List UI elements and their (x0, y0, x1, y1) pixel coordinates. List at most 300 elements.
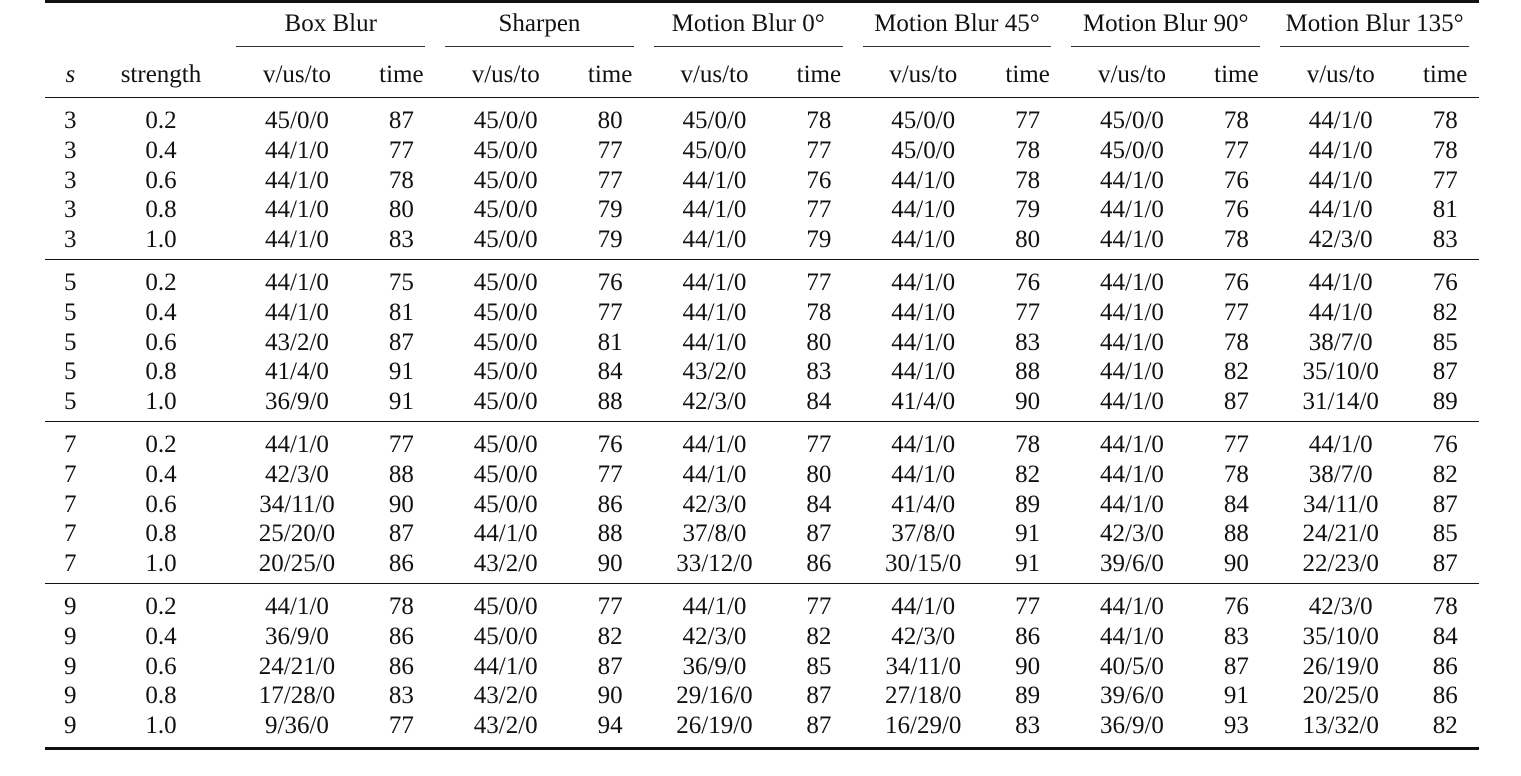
cell-vusto: 44/1/0 (473, 652, 538, 680)
cell-time: 87 (388, 520, 414, 548)
cell-time: 80 (388, 196, 414, 224)
cell-vusto: 17/28/0 (258, 682, 336, 710)
cell-time: 83 (994, 711, 1061, 748)
cell-vusto: 44/1/0 (891, 358, 956, 386)
cell-time: 87 (806, 682, 832, 710)
cell-time: 77 (806, 196, 832, 224)
cell-time: 84 (1223, 490, 1249, 518)
cell-s: 7 (64, 550, 77, 578)
cell-time: 83 (806, 358, 832, 386)
cell-vusto: 44/1/0 (1308, 166, 1373, 194)
cell-time: 93 (1203, 711, 1270, 748)
cell-time: 87 (1432, 490, 1458, 518)
table-row (45, 622, 1479, 652)
cell-strength: 0.4 (145, 298, 177, 326)
cell-vusto: 35/10/0 (1302, 622, 1379, 650)
column-header-vusto: v/us/to (1270, 53, 1411, 98)
column-header-vusto: v/us/to (853, 53, 994, 98)
cell-time: 83 (1223, 622, 1249, 650)
cell-s: 7 (45, 421, 96, 459)
cell-strength: 0.6 (145, 166, 177, 194)
table-header (45, 2, 1479, 98)
cell-vusto: 41/4/0 (265, 358, 329, 386)
cell-vusto: 24/21/0 (1302, 520, 1379, 548)
cell-vusto: 45/0/0 (891, 136, 956, 164)
table-row (45, 98, 1479, 136)
cell-s: 3 (64, 166, 77, 194)
cell-time: 78 (806, 107, 832, 134)
cell-vusto: 45/0/0 (891, 107, 956, 134)
cell-time: 87 (388, 328, 414, 356)
cell-s: 5 (64, 328, 77, 356)
column-header-vusto: v/us/to (435, 53, 576, 98)
table-block-s-3 (45, 98, 1479, 260)
cell-vusto: 44/1/0 (682, 328, 747, 356)
cell-time: 82 (1223, 358, 1249, 386)
cell-time: 86 (388, 652, 414, 680)
table-row (45, 259, 1479, 297)
cell-vusto: 45/0/0 (1100, 136, 1164, 164)
cell-time: 76 (576, 259, 643, 297)
cell-vusto: 33/12/0 (676, 550, 753, 578)
table-row (45, 519, 1479, 549)
cell-vusto: 44/1/0 (891, 298, 956, 326)
cell-vusto: 44/1/0 (1308, 196, 1373, 224)
cell-time: 77 (1203, 421, 1270, 459)
cell-vusto: 44/1/0 (1308, 107, 1373, 134)
table-block-s-5 (45, 259, 1479, 421)
cell-time: 77 (597, 460, 623, 488)
cell-vusto: 45/0/0 (265, 107, 329, 134)
cell-strength: 0.4 (145, 136, 177, 164)
cell-vusto: 45/0/0 (435, 259, 576, 297)
cell-time: 77 (1015, 107, 1041, 134)
cell-s: 5 (64, 298, 77, 326)
cell-vusto: 44/1/0 (1100, 460, 1164, 488)
cell-s: 3 (64, 226, 77, 254)
cell-vusto: 44/1/0 (644, 259, 785, 297)
cell-s: 3 (64, 196, 77, 224)
cell-vusto: 36/9/0 (682, 652, 747, 680)
cell-vusto: 44/1/0 (1100, 388, 1164, 416)
cell-time: 91 (388, 388, 414, 416)
cell-strength: 0.6 (145, 328, 177, 356)
cell-vusto: 44/1/0 (226, 421, 367, 459)
cell-time: 82 (1411, 711, 1479, 748)
cell-vusto: 41/4/0 (891, 490, 956, 518)
table-row (45, 583, 1479, 621)
cell-time: 77 (597, 298, 623, 326)
cell-time: 82 (597, 622, 623, 650)
cell-vusto: 44/1/0 (682, 196, 747, 224)
cell-time: 87 (388, 107, 414, 134)
cell-s: 5 (64, 388, 77, 416)
cell-time: 83 (388, 682, 414, 710)
cell-time: 77 (806, 136, 832, 164)
cell-time: 90 (597, 682, 623, 710)
cell-time: 83 (1432, 226, 1458, 254)
table-row (45, 298, 1479, 328)
cell-strength: 1.0 (96, 711, 227, 748)
cell-vusto: 36/9/0 (1061, 711, 1202, 748)
cell-time: 91 (1015, 550, 1041, 578)
cell-time: 86 (597, 490, 623, 518)
cell-time: 87 (597, 652, 623, 680)
cell-vusto: 44/1/0 (265, 226, 329, 254)
cell-time: 76 (994, 259, 1061, 297)
cell-time: 85 (806, 652, 832, 680)
group-header-sharpen: Sharpen (435, 3, 644, 53)
cell-time: 88 (1015, 358, 1041, 386)
cell-strength: 0.2 (96, 259, 227, 297)
group-header-motion-blur-135: Motion Blur 135° (1270, 3, 1479, 53)
cell-vusto: 41/4/0 (891, 388, 956, 416)
cell-time: 81 (388, 298, 414, 326)
cell-time: 87 (1223, 652, 1249, 680)
cell-vusto: 39/6/0 (1100, 682, 1164, 710)
cell-time: 78 (1015, 136, 1041, 164)
cell-vusto: 44/1/0 (644, 421, 785, 459)
cell-strength: 0.2 (96, 421, 227, 459)
cell-vusto: 44/1/0 (1308, 298, 1373, 326)
cell-time: 78 (1432, 107, 1458, 134)
cell-vusto: 16/29/0 (853, 711, 994, 748)
cell-time: 77 (597, 136, 623, 164)
cell-vusto: 40/5/0 (1100, 652, 1164, 680)
cell-vusto: 39/6/0 (1100, 550, 1164, 578)
cell-time: 78 (1223, 328, 1249, 356)
cell-time: 84 (1432, 622, 1458, 650)
cell-vusto: 44/1/0 (265, 196, 329, 224)
cell-time: 78 (1411, 583, 1479, 621)
cell-time: 82 (806, 622, 832, 650)
cell-vusto: 45/0/0 (435, 421, 576, 459)
table-row (45, 195, 1479, 225)
cell-time: 84 (806, 490, 832, 518)
results-table-container (45, 0, 1479, 750)
cell-s: 9 (64, 652, 77, 680)
cell-vusto: 45/0/0 (473, 358, 538, 386)
cell-time: 76 (1203, 259, 1270, 297)
cell-vusto: 36/9/0 (265, 388, 329, 416)
cell-time: 76 (576, 421, 643, 459)
cell-time: 77 (785, 583, 852, 621)
cell-time: 78 (806, 298, 832, 326)
cell-vusto: 44/1/0 (1100, 166, 1164, 194)
cell-vusto: 24/21/0 (258, 652, 336, 680)
cell-time: 80 (1015, 226, 1041, 254)
cell-vusto: 43/2/0 (473, 550, 538, 578)
cell-vusto: 43/2/0 (265, 328, 329, 356)
cell-time: 79 (1015, 196, 1041, 224)
cell-vusto: 45/0/0 (473, 490, 538, 518)
group-header-motion-blur-0: Motion Blur 0° (644, 3, 853, 53)
table-row (45, 421, 1479, 459)
cell-time: 77 (1223, 298, 1249, 326)
cell-vusto: 26/19/0 (1302, 652, 1379, 680)
cell-time: 79 (806, 226, 832, 254)
cell-time: 78 (368, 583, 435, 621)
cell-vusto: 27/18/0 (885, 682, 962, 710)
cell-vusto: 44/1/0 (265, 166, 329, 194)
cell-vusto: 45/0/0 (473, 388, 538, 416)
cell-time: 81 (1432, 196, 1458, 224)
cell-time: 86 (1432, 682, 1458, 710)
cell-s: 9 (45, 711, 96, 748)
cell-time: 86 (806, 550, 832, 578)
cell-time: 89 (1432, 388, 1458, 416)
cell-strength: 1.0 (145, 388, 177, 416)
column-header-time: time (1203, 53, 1270, 98)
cell-vusto: 44/1/0 (891, 328, 956, 356)
cell-strength: 0.8 (145, 520, 177, 548)
cell-time: 83 (388, 226, 414, 254)
table-block-s-9 (45, 583, 1479, 748)
table-row (45, 166, 1479, 196)
cell-time: 90 (597, 550, 623, 578)
cell-strength: 0.2 (145, 107, 177, 134)
cell-vusto: 43/2/0 (435, 711, 576, 748)
cell-time: 77 (1015, 298, 1041, 326)
cell-vusto: 44/1/0 (265, 136, 329, 164)
cell-time: 75 (368, 259, 435, 297)
cell-vusto: 45/0/0 (1100, 107, 1164, 134)
cell-time: 77 (785, 421, 852, 459)
cell-time: 80 (806, 460, 832, 488)
cell-time: 81 (597, 328, 623, 356)
cell-s: 7 (64, 520, 77, 548)
cell-vusto: 44/1/0 (853, 259, 994, 297)
column-header-s: s (45, 53, 96, 98)
cell-vusto: 45/0/0 (473, 622, 538, 650)
column-header-strength: strength (96, 53, 227, 98)
cell-time: 76 (1411, 259, 1479, 297)
cell-time: 89 (1015, 682, 1041, 710)
cell-vusto: 45/0/0 (473, 107, 538, 134)
cell-time: 87 (785, 711, 852, 748)
cell-vusto: 29/16/0 (676, 682, 753, 710)
cell-time: 88 (388, 460, 414, 488)
cell-vusto: 44/1/0 (1100, 298, 1164, 326)
cell-strength: 1.0 (145, 226, 177, 254)
cell-vusto: 44/1/0 (1100, 490, 1164, 518)
cell-vusto: 34/11/0 (1303, 490, 1379, 518)
cell-vusto: 45/0/0 (682, 136, 747, 164)
cell-time: 82 (1432, 460, 1458, 488)
cell-time: 87 (1432, 358, 1458, 386)
cell-time: 89 (1015, 490, 1041, 518)
cell-vusto: 42/3/0 (891, 622, 956, 650)
cell-vusto: 45/0/0 (473, 226, 538, 254)
cell-time: 86 (1015, 622, 1041, 650)
table-row (45, 328, 1479, 358)
cell-time: 77 (994, 583, 1061, 621)
column-header-vusto: v/us/to (1061, 53, 1202, 98)
cell-vusto: 44/1/0 (682, 460, 747, 488)
cell-time: 77 (368, 421, 435, 459)
cell-vusto: 44/1/0 (1308, 136, 1373, 164)
cell-vusto: 44/1/0 (682, 298, 747, 326)
cell-vusto: 44/1/0 (891, 226, 956, 254)
cell-vusto: 44/1/0 (1100, 196, 1164, 224)
cell-strength: 0.8 (145, 196, 177, 224)
results-table (45, 0, 1479, 750)
column-header-time: time (368, 53, 435, 98)
cell-vusto: 44/1/0 (1100, 622, 1164, 650)
cell-vusto: 42/3/0 (1100, 520, 1164, 548)
cell-vusto: 38/7/0 (1308, 460, 1373, 488)
cell-vusto: 44/1/0 (682, 166, 747, 194)
cell-vusto: 44/1/0 (1100, 226, 1164, 254)
cell-vusto: 45/0/0 (435, 583, 576, 621)
cell-vusto: 44/1/0 (1061, 259, 1202, 297)
cell-time: 86 (1432, 652, 1458, 680)
cell-time: 87 (1223, 388, 1249, 416)
table-row (45, 652, 1479, 682)
cell-time: 77 (368, 711, 435, 748)
cell-vusto: 45/0/0 (682, 107, 747, 134)
table-block-s-7 (45, 421, 1479, 583)
cell-vusto: 22/23/0 (1302, 550, 1379, 578)
cell-vusto: 44/1/0 (473, 520, 538, 548)
cell-time: 77 (1432, 166, 1458, 194)
cell-vusto: 45/0/0 (473, 136, 538, 164)
cell-time: 84 (597, 358, 623, 386)
cell-time: 77 (388, 136, 414, 164)
cell-strength: 0.4 (145, 622, 177, 650)
cell-vusto: 30/15/0 (885, 550, 962, 578)
cell-vusto: 44/1/0 (891, 196, 956, 224)
cell-vusto: 44/1/0 (853, 583, 994, 621)
column-header-row (45, 53, 1479, 98)
cell-s: 3 (64, 136, 77, 164)
cell-vusto: 31/14/0 (1302, 388, 1379, 416)
cell-s: 3 (64, 107, 77, 134)
cell-s: 7 (64, 460, 77, 488)
cell-vusto: 44/1/0 (226, 583, 367, 621)
cell-strength: 1.0 (145, 550, 177, 578)
table-row (45, 711, 1479, 748)
cell-vusto: 37/8/0 (891, 520, 956, 548)
cell-time: 88 (597, 388, 623, 416)
cell-time: 90 (388, 490, 414, 518)
table-row (45, 460, 1479, 490)
column-header-vusto: v/us/to (226, 53, 367, 98)
cell-time: 76 (1411, 421, 1479, 459)
cell-time: 91 (388, 358, 414, 386)
cell-vusto: 44/1/0 (1100, 328, 1164, 356)
cell-vusto: 44/1/0 (1270, 259, 1411, 297)
group-header-box-blur: Box Blur (226, 3, 435, 53)
cell-vusto: 45/0/0 (473, 298, 538, 326)
cell-vusto: 9/36/0 (226, 711, 367, 748)
cell-vusto: 20/25/0 (258, 550, 336, 578)
cell-vusto: 45/0/0 (473, 196, 538, 224)
cell-vusto: 34/11/0 (885, 652, 961, 680)
cell-vusto: 45/0/0 (473, 328, 538, 356)
cell-s: 9 (64, 682, 77, 710)
cell-time: 76 (1223, 196, 1249, 224)
cell-strength: 0.4 (145, 460, 177, 488)
cell-vusto: 38/7/0 (1308, 328, 1373, 356)
cell-s: 9 (64, 622, 77, 650)
cell-time: 80 (806, 328, 832, 356)
cell-time: 79 (597, 226, 623, 254)
cell-time: 85 (1432, 328, 1458, 356)
cell-vusto: 44/1/0 (265, 298, 329, 326)
cell-vusto: 34/11/0 (259, 490, 335, 518)
cell-vusto: 44/1/0 (1270, 421, 1411, 459)
cell-time: 80 (597, 107, 623, 134)
cell-time: 90 (1015, 388, 1041, 416)
column-header-vusto: v/us/to (644, 53, 785, 98)
group-header-motion-blur-45: Motion Blur 45° (853, 3, 1062, 53)
column-header-time: time (785, 53, 852, 98)
cell-s: 9 (45, 583, 96, 621)
cell-time: 76 (1223, 166, 1249, 194)
cell-vusto: 13/32/0 (1270, 711, 1411, 748)
cell-time: 88 (597, 520, 623, 548)
cell-time: 91 (1223, 682, 1249, 710)
cell-strength: 0.8 (145, 682, 177, 710)
cell-vusto: 45/0/0 (473, 166, 538, 194)
cell-time: 83 (1015, 328, 1041, 356)
cell-time: 88 (1223, 520, 1249, 548)
table-row (45, 225, 1479, 259)
cell-time: 79 (597, 196, 623, 224)
cell-vusto: 44/1/0 (1100, 358, 1164, 386)
column-header-time: time (576, 53, 643, 98)
cell-vusto: 43/2/0 (682, 358, 747, 386)
cell-time: 77 (785, 259, 852, 297)
cell-time: 78 (1223, 226, 1249, 254)
cell-vusto: 42/3/0 (265, 460, 329, 488)
table-row (45, 681, 1479, 711)
cell-time: 76 (806, 166, 832, 194)
cell-vusto: 42/3/0 (1270, 583, 1411, 621)
cell-vusto: 45/0/0 (473, 460, 538, 488)
cell-s: 5 (45, 259, 96, 297)
cell-vusto: 44/1/0 (1061, 421, 1202, 459)
group-header-motion-blur-90: Motion Blur 90° (1061, 3, 1270, 53)
cell-vusto: 42/3/0 (1308, 226, 1373, 254)
cell-time: 78 (1015, 166, 1041, 194)
table-row (45, 549, 1479, 583)
cell-time: 77 (1223, 136, 1249, 164)
cell-strength: 0.6 (145, 490, 177, 518)
cell-time: 82 (1015, 460, 1041, 488)
cell-vusto: 42/3/0 (682, 388, 747, 416)
cell-strength: 0.6 (145, 652, 177, 680)
cell-s: 5 (64, 358, 77, 386)
cell-time: 77 (597, 166, 623, 194)
cell-vusto: 44/1/0 (891, 166, 956, 194)
cell-time: 85 (1432, 520, 1458, 548)
cell-time: 78 (388, 166, 414, 194)
cell-time: 76 (1203, 583, 1270, 621)
cell-vusto: 42/3/0 (682, 490, 747, 518)
cell-vusto: 37/8/0 (682, 520, 747, 548)
cell-time: 78 (994, 421, 1061, 459)
cell-vusto: 44/1/0 (226, 259, 367, 297)
cell-s: 7 (64, 490, 77, 518)
table-row (45, 136, 1479, 166)
column-header-time: time (994, 53, 1061, 98)
cell-time: 94 (576, 711, 643, 748)
cell-time: 87 (1432, 550, 1458, 578)
cell-strength: 0.8 (145, 358, 177, 386)
cell-time: 78 (1223, 107, 1249, 134)
